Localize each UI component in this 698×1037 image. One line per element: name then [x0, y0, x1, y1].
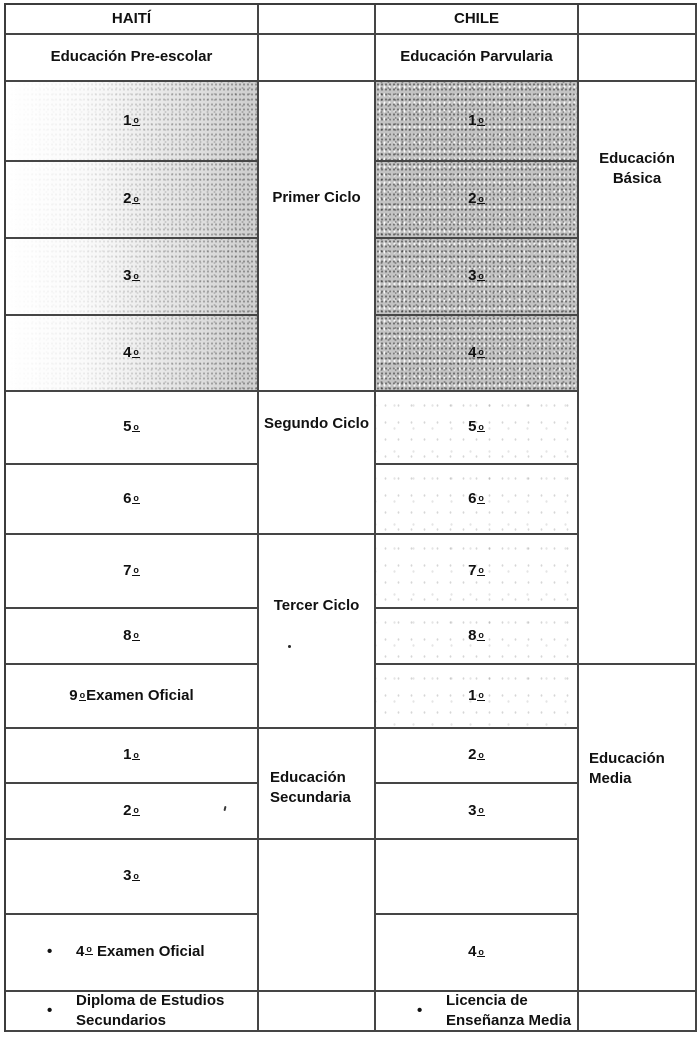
- empty-cell: [579, 992, 697, 1032]
- chile-grade-cell-5: 5 o: [376, 392, 579, 465]
- haiti-exam4-label: 4 o Examen Oficial: [76, 943, 205, 961]
- segundo-ciclo-cell: Segundo Ciclo: [259, 392, 376, 535]
- educacion-basica-cell: Educación Básica: [579, 82, 697, 665]
- tercer-ciclo-cell: Tercer Ciclo: [259, 535, 376, 729]
- haiti-secondary-grade-cell-2: 2 o: [6, 784, 259, 840]
- haiti-exam4-cell: [6, 915, 259, 992]
- haiti-grade-cell-3: 3 o: [6, 239, 259, 316]
- haiti-secondary-grade-cell-3: 3 o: [6, 840, 259, 915]
- empty-cell: [579, 5, 697, 35]
- empty-cell: [259, 35, 376, 82]
- empty-cell: [579, 35, 697, 82]
- haiti-grade-cell-8: 8 o: [6, 609, 259, 665]
- haiti-diploma-cell: [6, 992, 259, 1032]
- chile-license-cell: [376, 992, 579, 1032]
- bullet-icon: •: [47, 943, 53, 961]
- haiti-grade-cell-5: 5 o: [6, 392, 259, 465]
- haiti-exam9-cell: 9 o Examen Oficial: [6, 665, 259, 729]
- education-comparison-table: [4, 3, 697, 1032]
- chile-grade-cell-1: 1 o: [376, 82, 579, 162]
- chile-grade-cell-7: 7 o: [376, 535, 579, 609]
- chile-media-grade-cell-2: 2 o: [376, 729, 579, 784]
- chile-media-grade-cell-4: 4 o: [376, 915, 579, 992]
- chile-media-grade-cell-1: 1 o: [376, 665, 579, 729]
- empty-cell: [376, 840, 579, 915]
- haiti-grade-cell-2: 2 o: [6, 162, 259, 239]
- primer-ciclo-cell: Primer Ciclo: [259, 82, 376, 392]
- chile-grade-cell-4: 4 o: [376, 316, 579, 392]
- bullet-icon: •: [417, 1001, 423, 1019]
- bullet-icon: •: [47, 1001, 53, 1019]
- empty-cell: [259, 840, 376, 992]
- haiti-diploma-label: Diploma de Estudios Secundarios: [76, 992, 225, 1029]
- haiti-grade-cell-1: 1 o: [6, 82, 259, 162]
- empty-cell: [259, 5, 376, 35]
- haiti-grade-cell-7: 7 o: [6, 535, 259, 609]
- chile-license-label: Licencia de Enseñanza Media: [446, 992, 572, 1029]
- educacion-secundaria-cell: Educación Secundaria: [259, 729, 376, 840]
- haiti-header-cell: HAITÍ: [6, 5, 259, 35]
- chile-grade-cell-3: 3 o: [376, 239, 579, 316]
- chile-grade-cell-6: 6 o: [376, 465, 579, 535]
- chile-media-grade-cell-3: 3 o: [376, 784, 579, 840]
- chile-grade-cell-8: 8 o: [376, 609, 579, 665]
- chile-header-cell: CHILE: [376, 5, 579, 35]
- empty-cell: [259, 992, 376, 1032]
- educacion-media-cell: Educación Media: [579, 665, 697, 992]
- chile-grade-cell-2: 2 o: [376, 162, 579, 239]
- chile-preschool-cell: Educación Parvularia: [376, 35, 579, 82]
- haiti-grade-cell-6: 6 o: [6, 465, 259, 535]
- haiti-grade-cell-4: 4 o: [6, 316, 259, 392]
- haiti-secondary-grade-cell-1: 1 o: [6, 729, 259, 784]
- haiti-preschool-cell: Educación Pre-escolar: [6, 35, 259, 82]
